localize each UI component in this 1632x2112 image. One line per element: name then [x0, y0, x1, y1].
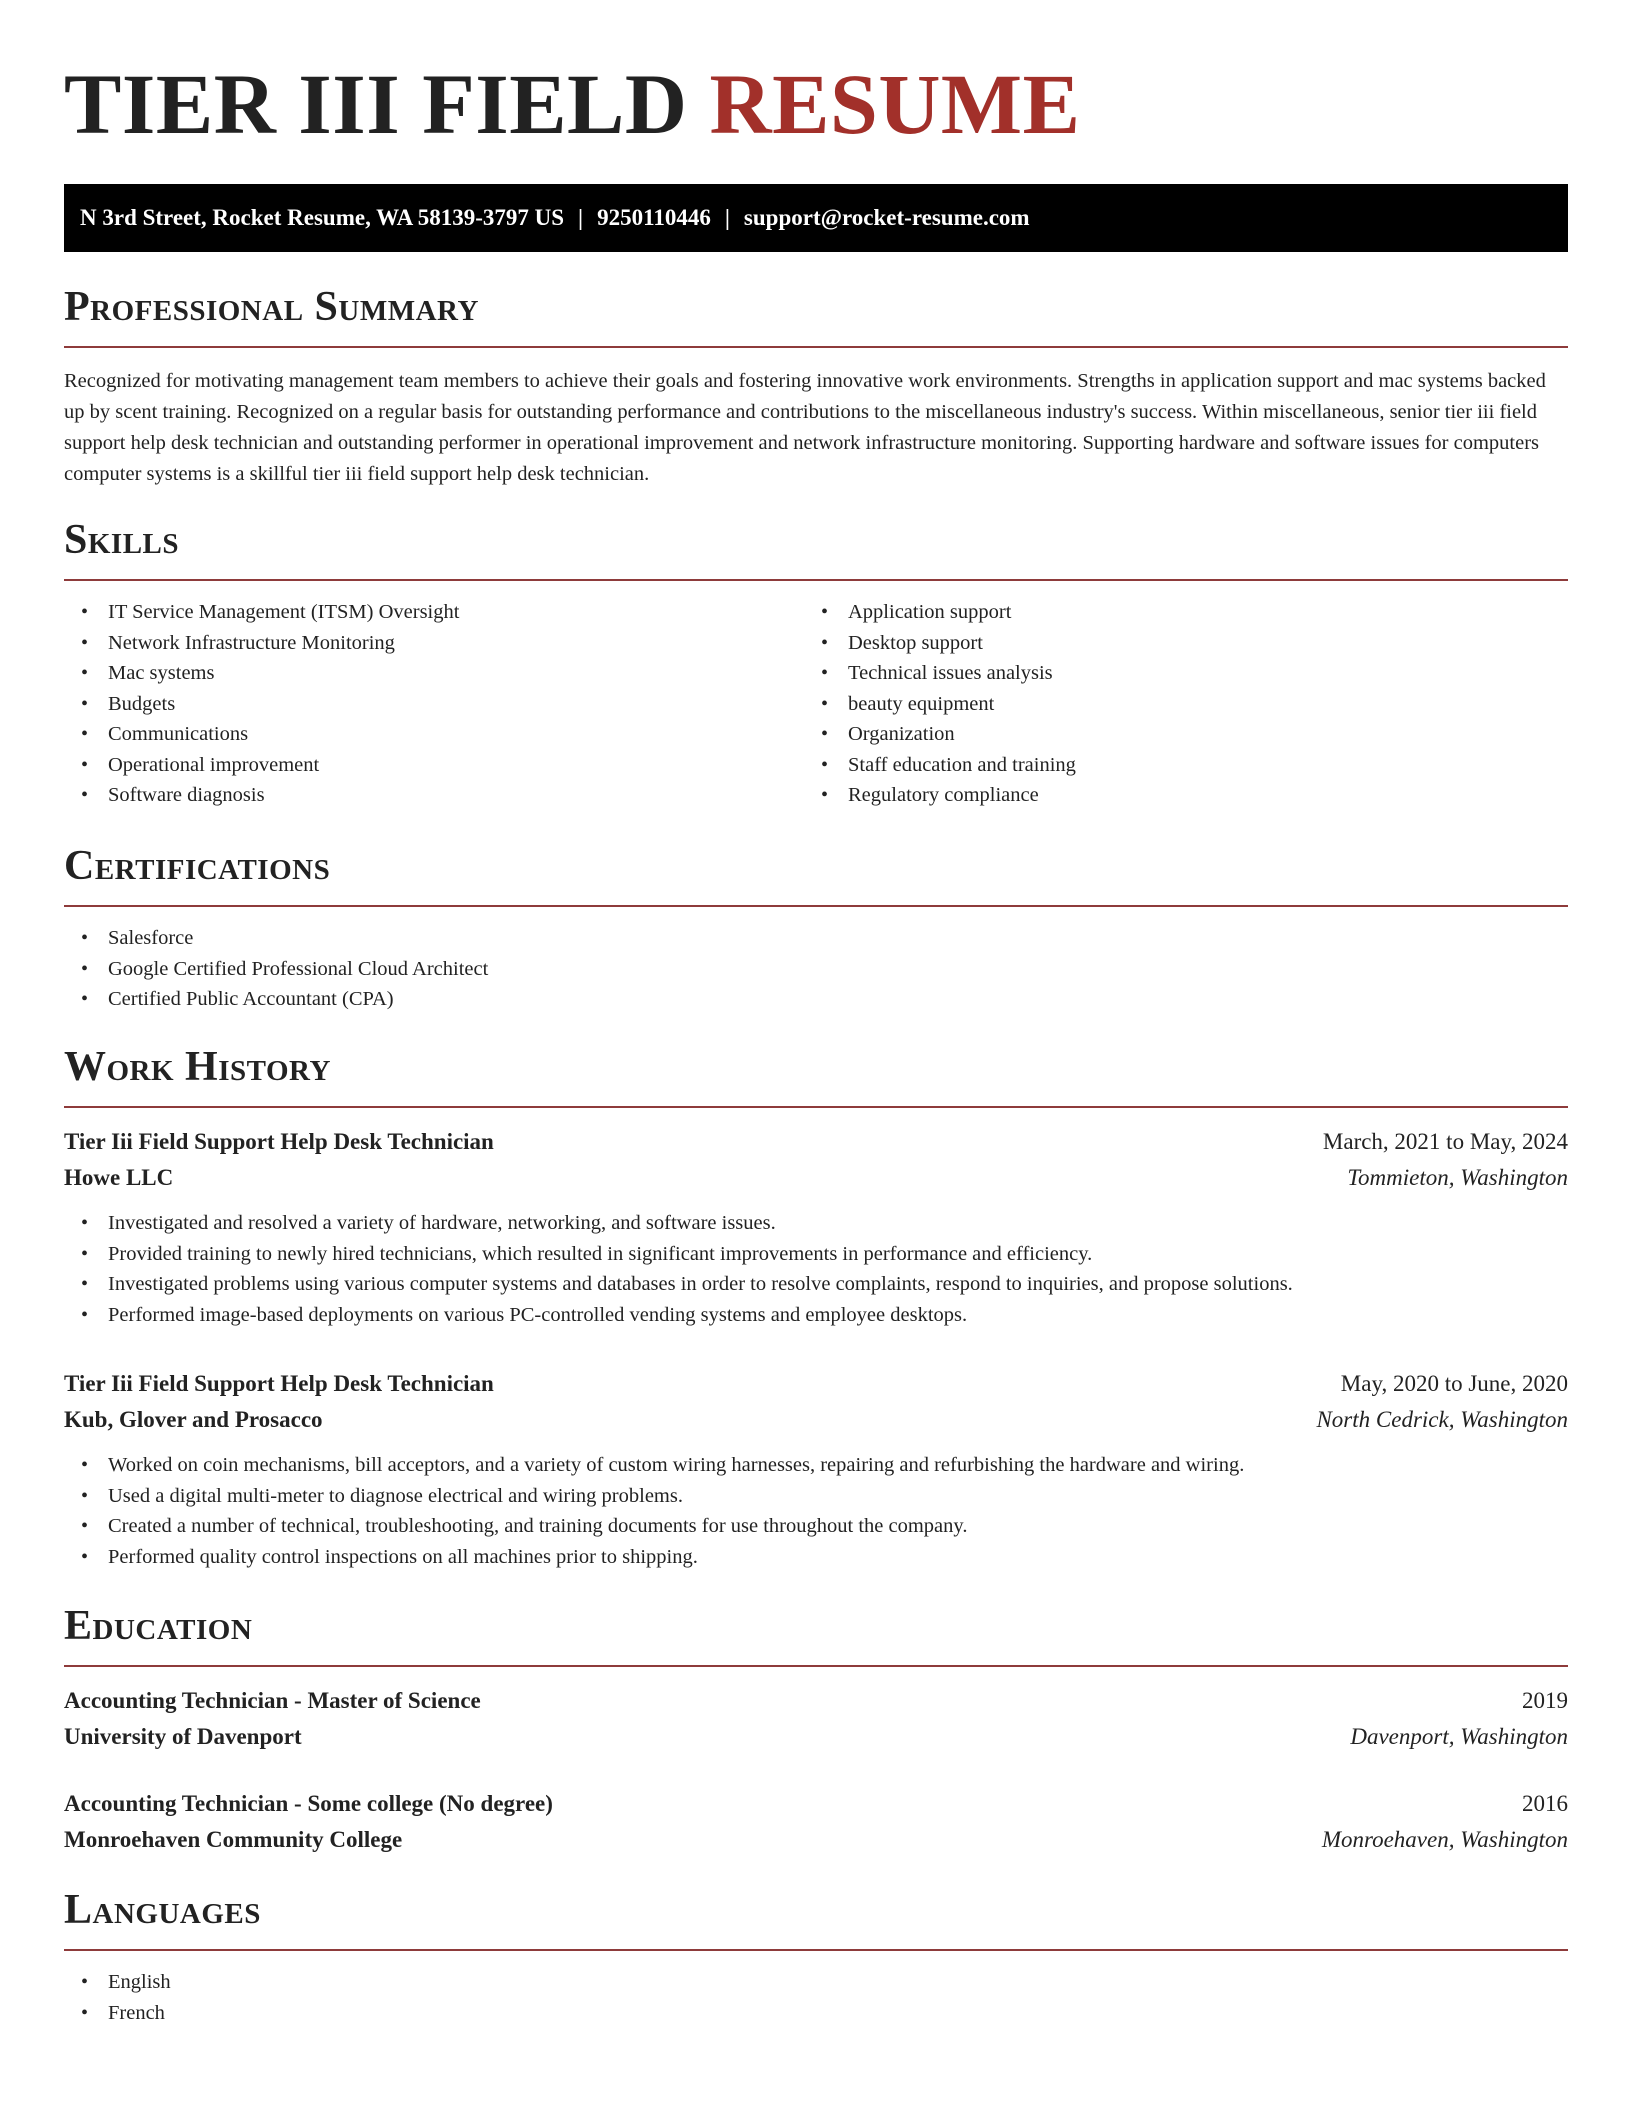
list-item: • Investigated problems using various computer systems and databases in order to resolve complaints, respond to inquiries, and propose solutions. — [64, 1269, 1568, 1300]
list-item: • Desktop support — [804, 628, 1544, 659]
list-item: • Mac systems — [64, 658, 804, 689]
section-divider — [64, 1665, 1568, 1667]
list-item: • Organization — [804, 719, 1544, 750]
education-school: University of Davenport — [64, 1724, 302, 1749]
education-header — [64, 1683, 1568, 1719]
list-item: • Worked on coin mechanisms, bill acceptors, and a variety of custom wiring harnesses, repairing and refurbishing the hardware and wiring. — [64, 1450, 1568, 1481]
job-bullets — [64, 1450, 1568, 1572]
section-divider — [64, 579, 1568, 581]
job-header — [64, 1124, 1568, 1160]
list-item: • Salesforce — [64, 923, 1568, 954]
list-item: • English — [64, 1967, 1568, 1998]
education-year: 2019 — [1522, 1688, 1568, 1713]
list-item: • Regulatory compliance — [804, 780, 1544, 811]
skills-section — [64, 517, 1568, 811]
job-bullets — [64, 1208, 1568, 1330]
education-subheader — [64, 1719, 1568, 1755]
education-degree: Accounting Technician - Some college (No degree) — [64, 1791, 553, 1816]
list-item: • Network Infrastructure Monitoring — [64, 628, 804, 659]
job-title: Tier Iii Field Support Help Desk Technician — [64, 1129, 494, 1154]
resume-title — [64, 58, 1568, 150]
certifications-list — [64, 923, 1568, 1015]
job-entry — [64, 1366, 1568, 1572]
languages-section — [64, 1887, 1568, 2028]
list-item: • Created a number of technical, troubleshooting, and training documents for use throughout the company. — [64, 1511, 1568, 1542]
summary-section — [64, 284, 1568, 490]
education-school: Monroehaven Community College — [64, 1827, 403, 1852]
contact-separator: | — [578, 205, 584, 230]
list-item: • Staff education and training — [804, 750, 1544, 781]
education-header — [64, 1786, 1568, 1822]
list-item: • Technical issues analysis — [804, 658, 1544, 689]
work-history-section — [64, 1044, 1568, 1572]
certifications-section — [64, 843, 1568, 1015]
list-item: • Application support — [804, 597, 1544, 628]
education-heading: Education — [64, 1603, 253, 1649]
education-location: Davenport, Washington — [1350, 1724, 1568, 1749]
list-item: • French — [64, 1998, 1568, 2029]
skills-heading: Skills — [64, 517, 180, 563]
summary-heading: Professional Summary — [64, 284, 479, 330]
skills-list-right — [804, 597, 1544, 811]
education-entry — [64, 1786, 1568, 1858]
education-degree: Accounting Technician - Master of Science — [64, 1688, 481, 1713]
list-item: • IT Service Management (ITSM) Oversight — [64, 597, 804, 628]
skills-columns — [64, 597, 1568, 811]
list-item: • beauty equipment — [804, 689, 1544, 720]
contact-bar — [64, 184, 1568, 252]
list-item: • Google Certified Professional Cloud Architect — [64, 954, 1568, 985]
contact-separator: | — [724, 205, 730, 230]
education-section — [64, 1603, 1568, 1858]
job-location: Tommieton, Washington — [1347, 1165, 1568, 1190]
job-entry — [64, 1124, 1568, 1330]
list-item: • Operational improvement — [64, 750, 804, 781]
section-divider — [64, 346, 1568, 348]
job-title: Tier Iii Field Support Help Desk Technician — [64, 1371, 494, 1396]
contact-address: N 3rd Street, Rocket Resume, WA 58139-3797 US — [80, 205, 565, 230]
education-location: Monroehaven, Washington — [1321, 1827, 1568, 1852]
title-accent: RESUME — [709, 56, 1081, 152]
job-location: North Cedrick, Washington — [1316, 1407, 1568, 1432]
list-item: • Software diagnosis — [64, 780, 804, 811]
job-header — [64, 1366, 1568, 1402]
languages-heading: Languages — [64, 1887, 261, 1933]
section-divider — [64, 905, 1568, 907]
skills-list-left — [64, 597, 804, 811]
job-company: Howe LLC — [64, 1165, 174, 1190]
title-main: TIER III FIELD — [64, 56, 688, 152]
work-history-heading: Work History — [64, 1044, 331, 1090]
section-divider — [64, 1949, 1568, 1951]
list-item: • Budgets — [64, 689, 804, 720]
education-subheader — [64, 1822, 1568, 1858]
list-item: • Used a digital multi-meter to diagnose electrical and wiring problems. — [64, 1481, 1568, 1512]
list-item: • Performed image-based deployments on various PC-controlled vending systems and employee desktops. — [64, 1300, 1568, 1331]
list-item: • Provided training to newly hired technicians, which resulted in significant improvements in performance and efficiency. — [64, 1239, 1568, 1270]
languages-list — [64, 1967, 1568, 2028]
list-item: • Performed quality control inspections on all machines prior to shipping. — [64, 1542, 1568, 1573]
contact-email[interactable]: support@rocket-resume.com — [743, 205, 1030, 230]
resume-page — [64, 0, 1568, 2024]
job-company: Kub, Glover and Prosacco — [64, 1407, 323, 1432]
section-divider — [64, 1106, 1568, 1108]
education-entry — [64, 1683, 1568, 1755]
education-year: 2016 — [1522, 1791, 1568, 1816]
job-dates: March, 2021 to May, 2024 — [1322, 1129, 1568, 1154]
job-subheader — [64, 1160, 1568, 1196]
job-subheader — [64, 1402, 1568, 1438]
list-item: • Certified Public Accountant (CPA) — [64, 984, 1568, 1015]
job-dates: May, 2020 to June, 2020 — [1340, 1371, 1568, 1396]
list-item: • Investigated and resolved a variety of hardware, networking, and software issues. — [64, 1208, 1568, 1239]
certifications-heading: Certifications — [64, 843, 331, 889]
summary-text: Recognized for motivating management team members to achieve their goals and fostering innovative work environments. Strengths in application support and mac systems backed up by scent training. Recognized on a regular basis for outstanding performance and contributions to the miscellaneous industry's success. Within miscellaneous, senior tier iii field support help desk technician and outstanding performer in operational improvement and network infrastructure monitoring. Supporting hardware and software issues for computers computer systems is a skillful tier iii field support help desk technician. — [64, 370, 1546, 485]
list-item: • Communications — [64, 719, 804, 750]
contact-phone[interactable]: 9250110446 — [597, 205, 711, 230]
